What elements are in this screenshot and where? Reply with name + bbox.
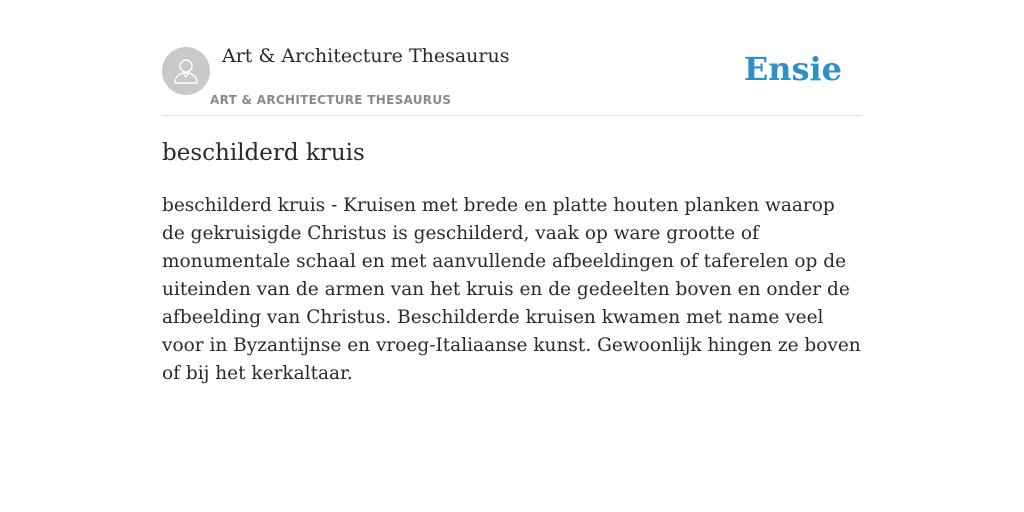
term-title: beschilderd kruis	[162, 140, 365, 166]
author-name-link[interactable]: Art & Architecture Thesaurus	[222, 45, 510, 67]
user-icon	[171, 56, 201, 86]
entry-header	[162, 0, 862, 116]
term-definition: beschilderd kruis - Kruisen met brede en platte houten planken waarop de gekruisigde Christus is geschilderd, vaak op ware grootte of monumentale schaal en met aanvullende afbeeldingen of taferelen op de uiteinden van de armen van het kruis en de gedeelten boven en onder de afbeelding van Christus. Beschilderde kruisen kwamen met name veel voor in Byzantijnse en vroeg-Italiaanse kunst. Gewoonlijk hingen ze boven of bij het kerkaltaar.	[162, 195, 861, 384]
author-avatar[interactable]	[162, 47, 210, 95]
author-tag-link[interactable]: ART & ARCHITECTURE THESAURUS	[210, 93, 452, 107]
page-container	[162, 0, 862, 384]
ensie-logo-link[interactable]: Ensie	[743, 50, 842, 88]
